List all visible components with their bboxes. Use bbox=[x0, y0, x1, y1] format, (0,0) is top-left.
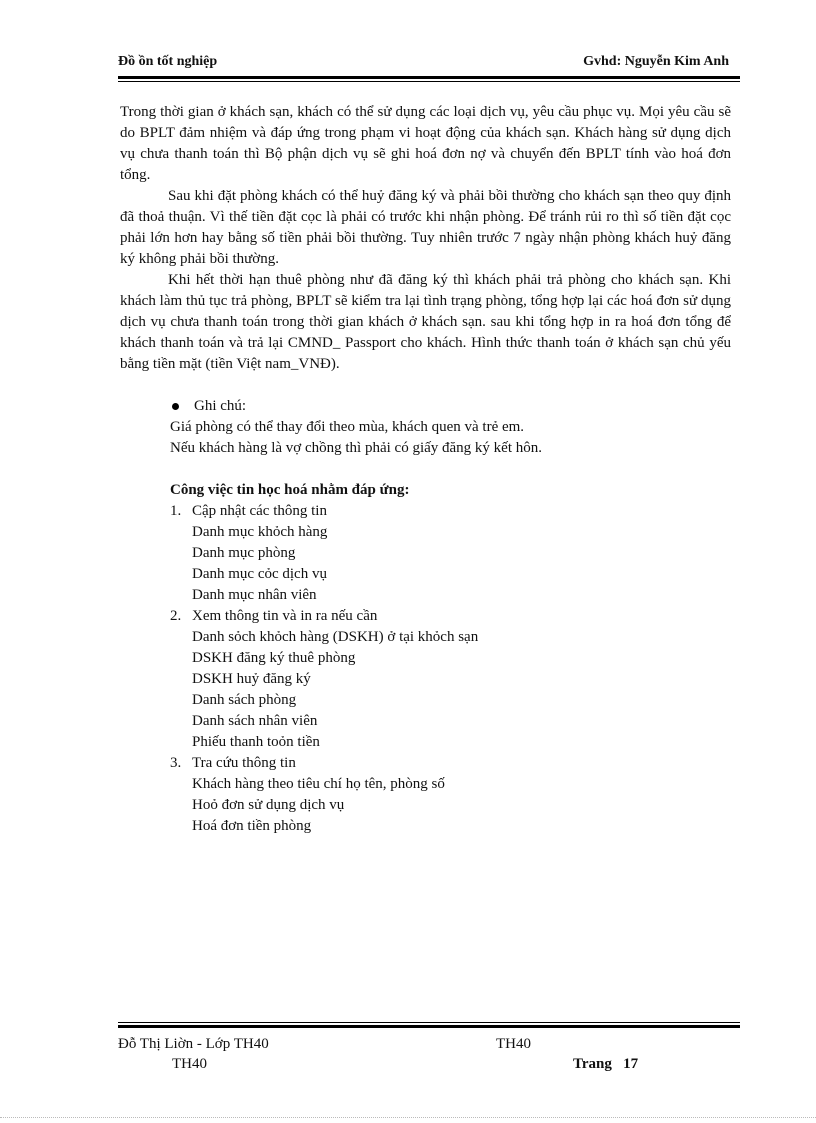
footer-page bbox=[573, 1056, 638, 1073]
footer-class-mid: TH40 bbox=[496, 1036, 531, 1052]
footer-page-label: Trang bbox=[573, 1056, 612, 1072]
task-title: Cập nhật các thông tin bbox=[192, 503, 327, 519]
footer-rule-thick bbox=[118, 1025, 740, 1028]
note-label: Ghi chú: bbox=[170, 396, 731, 417]
task-item bbox=[170, 606, 731, 627]
task-number: 3. bbox=[170, 755, 182, 771]
task-sub: Khách hàng theo tiêu chí họ tên, phòng số bbox=[192, 776, 445, 792]
task-sub: Danh sỏch khỏch hàng (DSKH) ở tại khỏch sạn bbox=[192, 629, 479, 645]
tasks-section bbox=[170, 480, 731, 837]
task-sub: DSKH huỷ đăng ký bbox=[192, 671, 311, 687]
header-rule-thin bbox=[118, 81, 740, 82]
task-item bbox=[170, 501, 731, 522]
task-sub: Danh sách phòng bbox=[192, 692, 297, 708]
footer-rule-thin bbox=[118, 1022, 740, 1023]
paragraph-checkout: Khi hết thời hạn thuê phòng như đã đăng ký thì khách phải trả phòng cho khách sạn. Khi khách làm thủ tục trả phòng, BPLT sẽ kiểm tra lại tình trạng phòng, tổng hợp lại các hoá đơn sử dụng dịch vụ chưa thanh toán trong thời gian khách ở khách sạn. sau khi tổng hợp in ra hoá đơn tổng để khách thanh toán và trả lại CMND_ Passport cho khách. Hình thức thanh toán ở khách sạn chủ yếu bằng tiền mặt (tiền Việt nam_VNĐ). bbox=[120, 272, 731, 372]
task-sub: Danh mục cỏc dịch vụ bbox=[192, 566, 327, 582]
task-sub: Danh mục khỏch hàng bbox=[192, 524, 328, 540]
task-sub: Danh sách nhân viên bbox=[192, 713, 318, 729]
task-sub: DSKH đăng ký thuê phòng bbox=[192, 650, 356, 666]
task-item bbox=[170, 753, 731, 774]
tasks-heading: Công việc tin học hoá nhằm đáp ứng: bbox=[170, 482, 410, 498]
header-advisor: Gvhd: Nguyễn Kim Anh bbox=[583, 54, 729, 69]
note-line: Nếu khách hàng là vợ chồng thì phải có giấy đăng ký kết hôn. bbox=[170, 440, 543, 456]
task-sub: Hoá đơn tiền phòng bbox=[192, 818, 312, 834]
task-sub: Hoỏ đơn sử dụng dịch vụ bbox=[192, 797, 345, 813]
task-sub: Danh mục nhân viên bbox=[192, 587, 317, 603]
task-sub: Phiếu thanh toỏn tiền bbox=[192, 734, 320, 750]
header-rule-thick bbox=[118, 76, 740, 79]
paragraph-services: Trong thời gian ở khách sạn, khách có thể sử dụng các loại dịch vụ, yêu cầu phục vụ. Mọi yêu cầu sẽ do BPLT đảm nhiệm và đáp ứng trong phạm vi hoạt động của khách sạn. Khách hàng sử dụng dịch vụ chưa thanh toán thì Bộ phận dịch vụ sẽ ghi hoá đơn nợ và chuyển đến BPLT tính vào hoá đơn tổng. bbox=[120, 104, 731, 183]
task-title: Xem thông tin và in ra nếu cần bbox=[192, 608, 378, 624]
task-number: 2. bbox=[170, 608, 182, 624]
page-body bbox=[120, 102, 731, 837]
task-title: Tra cứu thông tin bbox=[192, 755, 296, 771]
task-sub: Danh mục phòng bbox=[192, 545, 296, 561]
note-line: Giá phòng có thể thay đổi theo mùa, khách quen và trẻ em. bbox=[170, 419, 525, 435]
footer-author: Đỗ Thị Liờn - Lớp TH40 bbox=[118, 1036, 269, 1052]
paragraph-cancellation: Sau khi đặt phòng khách có thể huỷ đăng ký và phải bồi thường cho khách sạn theo quy định đã thoả thuận. Vì thế tiền đặt cọc là phải có trước khi nhận phòng. Để tránh rủi ro thì số tiền đặt cọc phải lớn hơn hay bằng số tiền phải bồi thường. Tuy nhiên trước 7 ngày nhận phòng khách huỷ đăng ký không phải bồi thường. bbox=[120, 188, 731, 267]
header-left-title: Đồ ồn tốt nghiệp bbox=[118, 54, 218, 69]
footer-page-number: 17 bbox=[623, 1056, 639, 1072]
page-bottom-divider bbox=[0, 1117, 816, 1118]
task-number: 1. bbox=[170, 503, 182, 519]
note-section bbox=[170, 396, 731, 459]
footer-class-second: TH40 bbox=[172, 1056, 207, 1072]
